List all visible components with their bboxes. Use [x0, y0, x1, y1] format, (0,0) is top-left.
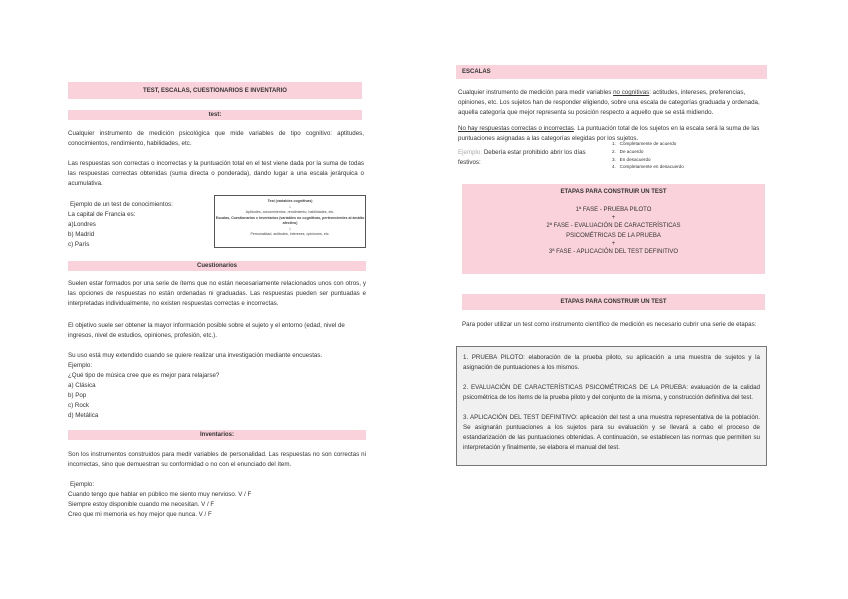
escalas-heading: ESCALAS — [462, 69, 491, 75]
escalas-example-text: Debería estar prohibido abrir los días festivos: — [458, 149, 586, 166]
stages-detail-box — [456, 346, 767, 466]
test-example-option: b) Madrid — [68, 231, 95, 238]
test-heading-bar — [68, 110, 362, 120]
stage-2: 2ª FASE - EVALUACIÓN DE CARACTERÍSTICAS — [546, 223, 681, 229]
scale-option: 1. Completamente de acuerdo — [612, 141, 677, 146]
left-title-bar — [68, 82, 362, 99]
cuestionarios-option: c) Rock — [68, 402, 89, 409]
stage-3: 3ª FASE - APLICACIÓN DEL TEST DEFINITIVO — [548, 249, 679, 255]
stage-detail-1: 1. PRUEBA PILOTO: elaboración de la prueba piloto, su aplicación a una muestra de sujetos y la asignación de puntuaciones a los mismos. — [463, 354, 760, 371]
escalas-definition — [458, 88, 768, 118]
cuestionarios-option: d) Metálica — [68, 412, 99, 419]
escalas-underlined: no cognitivas — [613, 89, 650, 96]
page-title: TEST, ESCALAS, CUESTIONARIOS E INVENTARIO — [143, 87, 287, 94]
down-arrow-icon: ↓ — [288, 203, 292, 210]
inventarios-heading: Inventarios: — [199, 432, 234, 438]
inventarios-item: Siempre estoy disponible cuando me necesitan. V / F — [68, 501, 215, 508]
scale-option: 3. En desacuerdo — [612, 156, 651, 162]
stages-heading-bar — [462, 294, 765, 310]
test-paragraph-2: Las respuestas son correctas o incorrectas y la puntuación total en el test viene dada por la suma de todas las respuestas correctas obtenidas (suma directa o ponderada), dando lugar a una escala jerárquica o acumulativa. — [68, 160, 364, 187]
cuestionarios-paragraph-2: El objetivo suele ser obtener la mayor información posible sobre el sujeto y el entorno (edad, nivel de ingresos, nivel de estudios, opiniones, profesión, etc.). — [68, 322, 345, 339]
test-example — [68, 200, 208, 250]
stage-detail-3: 3. APLICACIÓN DEL TEST DEFINITIVO: aplicación del test a una muestra representativa de la población. Se asignarán puntuaciones a los sujetos para su evaluación y se llevará a cabo el proceso de estandarización de las puntuaciones obtenidas. A continuación, se establecen las normas que permiten su interpretación y finalmente, se elabora el manual del test. — [463, 414, 760, 451]
diagram-line: Aptitudes, conocimientos, rendimiento, habilidades, etc. — [245, 210, 335, 214]
cuestionarios-heading-bar — [68, 261, 366, 271]
stages-intro-text: Para poder utilizar un test como instrumento científico de medición es necesario cubrir una serie de etapas: — [462, 321, 757, 328]
escalas-text: Cualquier instrumento de medición para medir variables — [458, 89, 614, 96]
test-definition — [68, 129, 364, 149]
escalas-text: . La puntuación total de los sujetos en la escala será la suma de las puntuaciones asignadas a las categorías elegidas por los sujetos. — [458, 125, 760, 142]
cuestionarios-heading: Cuestionarios — [196, 263, 237, 269]
test-heading: test: — [208, 112, 222, 118]
scale-option: 4. Completamente en desacuerdo — [612, 164, 684, 170]
stage-2-cont: PSICOMÉTRICAS DE LA PRUEBA — [566, 233, 661, 239]
test-example-intro: Ejemplo de un test de conocimientos: — [70, 201, 173, 208]
inventarios-example — [68, 480, 366, 520]
scale-options-list — [612, 140, 732, 171]
inventarios-item: Creo que mi memoria es hoy mejor que nunca. V / F — [68, 511, 212, 518]
cuestionarios-example-label: Ejemplo: — [68, 362, 93, 369]
escalas-underlined: No hay respuestas correctas o incorrectas — [458, 125, 574, 132]
inventarios-paragraph-1: Son los instrumentos construidos para medir variables de personalidad. Las respuestas no son correctas ni incorrectas, sino que demuestran su conformidad o no con el enunciado del ítem. — [68, 451, 366, 468]
stages-title: ETAPAS PARA CONSTRUIR UN TEST — [560, 189, 667, 195]
inventarios-item: Cuando tengo que hablar en público me siento muy nervioso. V / F — [68, 491, 252, 498]
cuestionarios-question: ¿Qué tipo de música cree que es mejor para relajarse? — [68, 372, 220, 379]
plus-icon: + — [611, 215, 616, 221]
test-example-option: c) París — [68, 241, 90, 248]
inventarios-example-label: Ejemplo: — [70, 481, 95, 488]
escalas-example-label: Ejemplo: — [458, 149, 483, 156]
test-example-question: La capital de Francia es: — [68, 211, 136, 218]
stage-1: 1ª FASE - PRUEBA PILOTO — [575, 207, 652, 213]
escalas-heading-bar — [456, 65, 767, 79]
test-scoring — [68, 159, 364, 189]
cuestionarios-objective — [68, 321, 366, 341]
stages-summary-block — [462, 184, 765, 274]
cuestionarios-option: b) Pop — [68, 392, 87, 399]
diagram-line: Escalas, Cuestionarios e Inventarios (variables no cognitivas, pertenecientes al ámbito afectivo) — [215, 215, 365, 225]
cuestionarios-example — [68, 351, 366, 421]
stages-intro — [462, 320, 765, 330]
test-example-option: a)Londres — [68, 221, 96, 228]
inventarios-heading-bar — [68, 430, 366, 440]
diagram-line: Test (variables cognitivas) — [267, 199, 313, 203]
cuestionarios-body — [68, 279, 366, 309]
escalas-example — [458, 148, 608, 168]
diagram-line: Personalidad, actitudes, intereses, opiniones, etc. — [250, 232, 330, 236]
scale-option: 2. De acuerdo — [612, 148, 644, 154]
cuestionarios-option: a) Clásica — [68, 382, 96, 389]
stages-heading: ETAPAS PARA CONSTRUIR UN TEST — [560, 299, 667, 305]
test-vs-scales-diagram — [214, 195, 366, 248]
inventarios-body — [68, 450, 366, 470]
test-paragraph-1: Cualquier instrumento de medición psicológica que mide variables de tipo cognitivo: aptitudes, conocimientos, rendimiento, habilidades, etc. — [68, 130, 364, 147]
down-arrow-icon: ↓ — [288, 225, 292, 232]
cuestionarios-paragraph-3: Su uso está muy extendido cuando se quiere realizar una investigación mediante encuestas. — [68, 352, 323, 359]
cuestionarios-paragraph-1: Suelen estar formados por una serie de ítems que no están necesariamente relacionados unos con otros, y las opciones de respuestas no están ordenadas ni graduadas. Las respuestas pueden ser puntuadas e interpretadas individualmente, no existen respuestas correctas e incorrectas. — [68, 280, 366, 307]
escalas-text: : actitudes, intereses, preferencias, opiniones, etc. Los sujetos han de responder eligiendo, sobre una escala de categorías graduada y ordenada, aquella categoría que mejor representa su posición respecto a aquello que se está midiendo. — [458, 89, 760, 116]
stage-detail-2: 2. EVALUACIÓN DE CARACTERÍSTICAS PSICOMÉTRICAS DE LA PRUEBA: evaluación de la calidad psicométrica de los ítems de la prueba piloto y del conjunto de la misma, y construcción definitiva del test. — [463, 384, 760, 401]
plus-icon: + — [611, 241, 616, 247]
